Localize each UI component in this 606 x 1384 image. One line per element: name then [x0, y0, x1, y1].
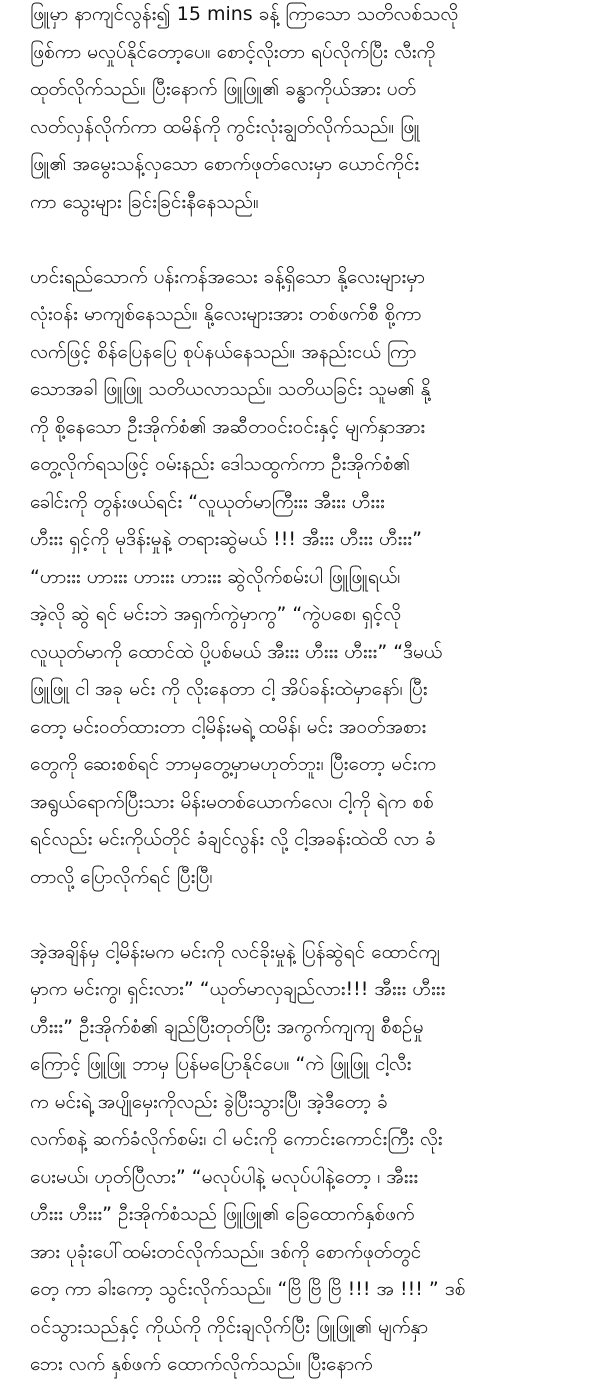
paragraph-gap [30, 221, 582, 259]
text-line: အား ပုခုံးပေါ်ထမ်းတင်လိုက်သည်။ ဒစ်ကို စောက်ဖုတ်တွင် [30, 1240, 422, 1263]
text-line: တေ့ ကာ ခါးကော့ သွင်းလိုက်သည်။ “ဗြိ ဗြိ ဗြိ !!! အ !!! ” ဒစ် [30, 1278, 466, 1300]
text-line: ဟင်းရည်သောက် ပန်းကန်အသေး ခန့်ရှိသော နို့လေးများမှာ [30, 265, 425, 288]
text-line: အရွယ်ရောက်ပြီးသား မိန်းမတစ်ယောက်လေ၊ ငါ့ကို ရဲက စစ် [30, 790, 434, 813]
text-line: ဟီးးး ရှင့်ကို မုဒိန်းမှုနဲ့ တရားဆွဲမယ် !!! အီးးး ဟီးးး ဟီးးး” [30, 528, 422, 550]
text-line: တွေကို ဆေးစစ်ရင် ဘာမှတွေ့မှာမဟုတ်ဘူး၊ ပြီးတော့ မင်းက [30, 753, 436, 775]
text-line: ဖြစ်ကာ မလှုပ်နိုင်တော့ပေ။ စောင့်လိုးတာ ရပ်လိုက်ပြီး လီးကို [30, 40, 436, 63]
text-line: အဲ့လို ဆွဲ ရင် မင်းဘဲ အရှက်ကွဲမှာကွ” “ကွဲပစေ၊ ရှင့်လို [30, 603, 402, 625]
text-line: လတ်လှန်လိုက်ကာ ထမိန်ကို ကွင်းလုံးချွတ်လိုက်သည်။ ဖြူ [30, 115, 420, 138]
text-line: ပေးမယ်၊ ဟုတ်ပြီလား” “မလုပ်ပါနဲ့ မလုပ်ပါနဲ့တော့ ၊ အီးးး [30, 1165, 419, 1188]
text-line: ကို စို့နေသော ဦးအိုက်စံ၏ အဆီတဝင်းဝင်းနှင့် မျက်နှာအား [30, 415, 426, 438]
text-line: ထုတ်လိုက်သည်။ ပြီးနောက် ဖြူဖြူ၏ ခန္ဓာကိုယ်အား ပတ် [30, 78, 417, 100]
text-line: သောအခါ ဖြူဖြူ သတိယလာသည်။ သတိယခြင်း သူမ၏ နို့ [30, 378, 431, 400]
paragraph-2 [30, 259, 582, 897]
text-line: က မင်းရဲ့ အပျိုမှေးကိုလည်း ခွဲပြီးသွားပြီ၊ အဲ့ဒီတော့ ခံ [30, 1090, 388, 1113]
text-line: တော့ မင်းဝတ်ထားတာ ငါ့မိန်းမရဲ့ ထမိန်၊ မင်း အဝတ်အစား [30, 715, 427, 738]
text-line: ခေါင်းကို တွန်းဖယ်ရင်း “လူယုတ်မာကြီးးး အီးးး ဟီးးး [30, 490, 385, 513]
text-line: ဟီးးး ဟီးးး” ဦးအိုက်စံသည် ဖြူဖြူ၏ ခြေထောက်နှစ်ဖက် [30, 1203, 415, 1225]
text-line: ဖြူဖြူ ငါ အခု မင်း ကို လိုးနေတာ ငါ့ အိပ်ခန်းထဲမှာနော်၊ ပြီး [30, 678, 428, 700]
text-line: ဖြူ၏ အမွေးသန့်လှသော စောက်ဖုတ်လေးမှာ ယောင်ကိုင်း [30, 153, 420, 175]
paragraph-1 [30, 0, 582, 221]
text-line: လူယုတ်မာကို ထောင်ထဲ ပို့ပစ်မယ် အီးးး ဟီးးး ဟီးးး” “ဒီမယ် [30, 640, 443, 663]
text-line: ဘေး လက် နှစ်ဖက် ထောက်လိုက်သည်။ ပြီးနောက် [30, 1353, 373, 1375]
text-line: တာလို့ ပြောလိုက်ရင် ပြီးပြီ၊ [30, 865, 213, 888]
text-line: လက်ဖြင့် စိန်ပြေနပြေ စုပ်နယ်နေသည်။ အနည်းငယ် ကြာ [30, 340, 417, 363]
paragraph-gap [30, 896, 582, 934]
text-line: ဖြူမှာ နာကျင်လွန်း၍ 15 mins ခန့် ကြာသော သတိလစ်သလို [30, 3, 459, 25]
text-line: ဟီးးး” ဦးအိုက်စံ၏ ချည်ပြီးတုတ်ပြီး အကွက်ကျကျ စီစဉ်မှု [30, 1015, 424, 1038]
text-line: “ဟားးး ဟားးး ဟားးး ဟားးး ဆွဲလိုက်စမ်းပါ ဖြူဖြူရယ်၊ [30, 565, 401, 588]
text-line: ကြောင့် ဖြူဖြူ ဘာမှ ပြန်မပြောနိုင်ပေ။ “ကဲ ဖြူဖြူ ငါ့လီး [30, 1053, 412, 1075]
text-line: အဲ့အချိန်မှ ငါ့မိန်းမက မင်းကို လင်ခိုးမှုနဲ့ ပြန်ဆွဲရင် ထောင်ကျ [30, 940, 440, 963]
text-line: ဝင်သွားသည်နှင့် ကိုယ်ကို ကိုင်းချလိုက်ပြီး ဖြူဖြူ၏ မျက်နှာ [30, 1315, 429, 1338]
text-line: မှာက မင်းကွ၊ ရှင်းလား” “ယုတ်မာလှချည်လား!!! အီးးး ဟီးးး [30, 978, 446, 1000]
text-line: လက်စနဲ့ ဆက်ခံလိုက်စမ်း၊ ငါ မင်းကို ကောင်းကောင်းကြီး လိုး [30, 1128, 443, 1150]
text-line: ကာ သွေးများ ခြင်းခြင်းနီနေသည်။ [30, 190, 259, 213]
paragraph-3 [30, 934, 582, 1384]
text-line: လုံးဝန်း မာကျစ်နေသည်။ နို့လေးများအား တစ်ဖက်စီ စို့ကာ [30, 303, 422, 325]
text-line: တွေ့လိုက်ရသဖြင့် ဝမ်းနည်း ဒေါသထွက်ကာ ဦးအိုက်စံ၏ [30, 453, 411, 475]
text-line: ရင်လည်း မင်းကိုယ်တိုင် ခံချင်လွန်း လို့ ငါ့အခန်းထဲထိ လာ ခံ [30, 828, 436, 850]
